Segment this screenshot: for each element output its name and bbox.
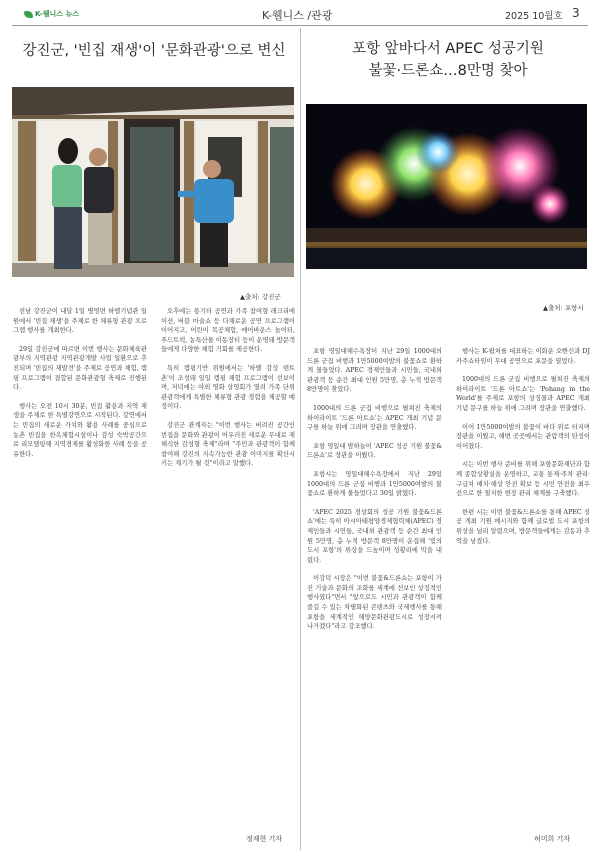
logo-icon bbox=[24, 11, 33, 18]
issue-date: 2025 10월호 bbox=[505, 11, 563, 22]
paragraph: 1000대의 드론 군집 비행으로 펼쳐진 축제의 하이라이트 '드론 아트쇼'는 'Pohang in the World'를 주제로 포항의 상징물과 APEC 개최 기념 문구를 하늘 위에 그려며 장관을 연출했다. bbox=[456, 376, 590, 412]
paragraph: 1000대의 드론 군집 비행으로 펼쳐진 축제의 하이라이트 '드론 아트쇼'는 APEC 개최 기념 문구를 하늘 위에 그려며 장관을 연출했다. bbox=[307, 404, 442, 432]
hanok-visit-photo-illustration bbox=[12, 87, 294, 277]
left-article-byline: 정재현 기자 bbox=[246, 835, 283, 843]
paragraph: 29일 강진군에 따르면 이번 행사는 문화체육관광부의 지역관광 지역관광개발 사업 일환으로 추진되며 '빈집의 재발견'을 주제로 공연과 체험, 캠핑 프로그램이 결합된 문화관광형 축제로 진행된다. bbox=[13, 345, 147, 392]
paragraph: 시는 이번 행사 준비를 위해 포항문화재단과 함께 종합상황실을 운영하고, 교통 통제·주차 관리·구급차 배치·해상 안전 확보 등 시민 안전을 최우선으로 한 철저한 현장 관리 체계를 구축했다. bbox=[456, 461, 590, 498]
paragraph: 'APEC 2025 경상회의 성공 기원 불꽃&드론쇼'에는 특히 아시아태평양경제협력체(APEC) 경제인들과 시민들, 국내외 관광객 등 순간 최대 인원 5만명, 총 누적 방문객 8만명이 운집해 '빛의 도시 포항'의 위상을 드높이며 성황리에 막을 내렸다. bbox=[307, 508, 442, 564]
paragraph: 포항 영일대해수욕장이 지난 29일 1000대의 드론 군집 비행과 1만5000여발의 불꽃쇼로 환하게 물들었다. APEC 경제인들과 시민들, 국내외 관광객 등 순간 최대 인원 5만명, 총 누적 방문객 8만명이 찾았다. bbox=[307, 348, 442, 394]
left-photo-credit: ▲출처: 강진군 bbox=[240, 293, 281, 301]
paragraph: 이어 1만5000여발의 불꽃이 바다 위로 터지며 장관을 이뤘고, 해변 곳곳에서는 관람객의 탄성이 이어졌다. bbox=[456, 423, 590, 450]
right-article-photo bbox=[306, 104, 587, 269]
right-article-body-col3 bbox=[307, 347, 442, 641]
paragraph: 특히 캠핑기반 위원에서는 '하멜 감성 텐트촌'이 조성돼 일일 캠핑 체험 프로그램이 선보이며, 저녁에는 야외 영화 상영회가 열려 가족 단위 관광객에게 특별한 체류형 관광 경험을 제공할 예정이다. bbox=[161, 364, 295, 411]
paragraph: 전남 강진군이 내달 1일 병영면 하멜기념관 일원에서 '빈집 재생'을 주제로 한 체류형 관광 프로그램 행사를 개최한다. bbox=[13, 308, 147, 335]
paragraph: 오후에는 통기타 공연과 가족 참여형 레크리에이션, 버블 마술쇼 등 다채로운 공연 프로그램이 이어지고, 어린이 목공체험, 에어바운스 놀이터, 푸드트럭, 농특산물 이동장터 등이 운영돼 방문객들에게 다양한 체험 기회를 제공한다. bbox=[161, 308, 295, 354]
paragraph: 포항 영일대 밤하늘이 'APEC 성공 기원 불꽃&드론쇼'로 장관을 이뤘다. bbox=[307, 442, 442, 460]
paragraph: 포항시는 영일대해수욕장에서 지난 29일 1000대의 드론 군집 비행과 1만5000여발의 불꽃쇼로 환하게 물들었다고 30일 밝혔다. bbox=[307, 470, 442, 498]
left-article-body-col1 bbox=[13, 307, 147, 468]
left-article-photo bbox=[12, 87, 294, 277]
left-article-headline: 강진군, '빈집 재생'이 '문화관광'으로 변신 bbox=[22, 43, 286, 59]
column-divider bbox=[300, 28, 301, 850]
right-photo-credit: ▲출처: 포항시 bbox=[543, 304, 584, 312]
right-article-byline: 허미희 기자 bbox=[534, 835, 571, 843]
headline-line: 불꽃·드론쇼…8만명 찾아 bbox=[368, 63, 528, 79]
paragraph: 이강덕 시장은 "이번 불꽃&드론쇼는 포항이 가진 기술과 문화의 조화를 세계에 선보인 상징적인 행사였다"면서 "앞으로도 시민과 관광객이 함께 즐길 수 있는 차별화된 콘텐츠와 국제행사를 통해 포항을 세계적인 해양문화관광도시로 성장시켜 나가겠다"라고 강조했다. bbox=[307, 575, 442, 631]
paragraph: 행사는 오전 10시 30분, 빈집 활용과 지역 재생을 주제로 한 특별강연으로 시작된다. 강연에서는 빈집의 새로운 가치와 활용 사례를 중심으로 농촌 빈집을 한옥체험시설이나 감성 숙박공간으로 리모델링해 지역경제를 활성화한 사례 등을 공유한다. bbox=[13, 402, 147, 458]
paragraph: 행사는 K-팝처를 대표하는 이화운 오빤신과 DJ 카주쇼타임이 무대 공연으로 포문을 열었다. bbox=[456, 348, 590, 365]
header-divider bbox=[12, 25, 588, 26]
left-article-body-col2 bbox=[161, 307, 295, 478]
fireworks-photo-illustration bbox=[306, 104, 587, 269]
section-title: K-웰니스 /관광 bbox=[262, 9, 333, 22]
page-number: 3 bbox=[572, 6, 580, 20]
right-article-body-col4 bbox=[456, 347, 590, 555]
headline-line: 포항 앞바다서 APEC 성공기원 bbox=[352, 41, 544, 57]
page-header bbox=[0, 0, 600, 28]
publication-logo[interactable]: K-웰니스 뉴스 bbox=[24, 9, 79, 19]
right-article-headline bbox=[306, 38, 590, 82]
paragraph: 강진군 관계자는 "이번 행사는 버려진 공간인 빈집을 문화와 관광이 어우러진 새로운 무대로 재해석한 감성형 축제"라며 "주민과 관광객이 함께 참여해 강진의 지속가능한 관광 이미지를 확산시키는 계기가 될 것"이라고 말했다. bbox=[161, 421, 295, 468]
paragraph: 한편 시는 이번 불꽃&드론쇼를 통해 APEC 성공 개최 기원 메시지와 함께 글로벌 도시 포항의 위상을 널리 알렸으며, 방문객들에게는 감동과 추억을 남겼다. bbox=[456, 508, 590, 545]
